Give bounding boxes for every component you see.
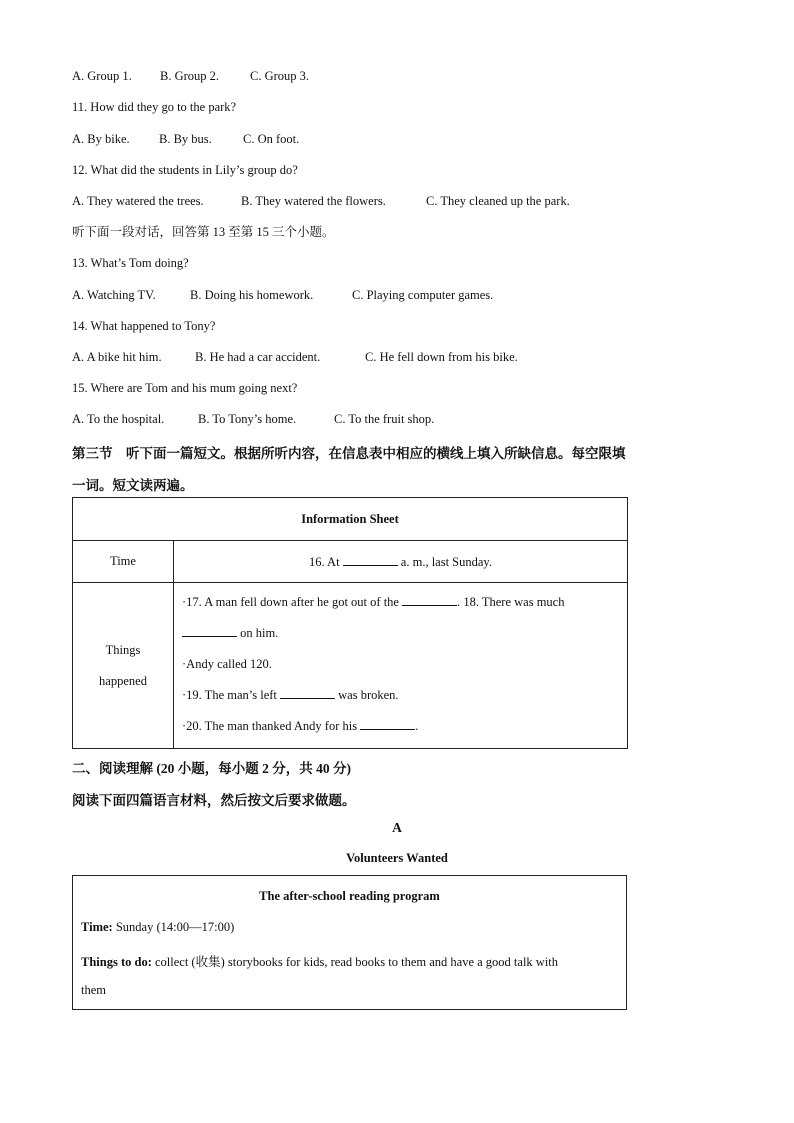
q12-options (72, 193, 570, 209)
q11-option-c: C. On foot. (243, 132, 300, 146)
item-18-continued (182, 618, 621, 649)
item-20-text: ·20. The man thanked Andy for his (182, 719, 358, 733)
q10-option-a: A. Group 1. (72, 69, 132, 83)
q14-option-c: C. He fell down from his bike. (365, 350, 518, 364)
q13-question: 13. What’s Tom doing? (72, 256, 189, 270)
item-19-suffix: was broken. (338, 688, 399, 702)
q11-question: 11. How did they go to the park? (72, 100, 237, 114)
item-18-text: . 18. There was much (457, 595, 565, 609)
answer-blank-16[interactable] (343, 554, 398, 566)
time-value-suffix: a. m., last Sunday. (400, 554, 492, 569)
things-happened-label (73, 583, 174, 749)
info-sheet-title: Information Sheet (73, 498, 628, 541)
q11-option-b: B. By bus. (159, 132, 212, 146)
program-todo-continued: them (81, 983, 106, 997)
answer-blank-18[interactable] (182, 625, 237, 637)
information-sheet-table (72, 497, 628, 749)
answer-blank-17[interactable] (402, 594, 457, 606)
q14-options (72, 349, 518, 365)
q10-options (72, 68, 309, 84)
program-time-value: Sunday (14:00—17:00) (112, 920, 235, 934)
q15-option-c: C. To the fruit shop. (334, 412, 435, 426)
things-happened-content (174, 583, 628, 749)
q13-option-a: A. Watching TV. (72, 288, 156, 302)
time-value-prefix: 16. At (308, 554, 340, 569)
program-time-label: Time: (81, 920, 113, 934)
item-17-18 (182, 587, 621, 618)
q14-option-b: B. He had a car accident. (195, 350, 321, 364)
program-time (81, 920, 234, 935)
q15-options (72, 411, 434, 427)
q10-option-c: C. Group 3. (250, 69, 310, 83)
reading-program-title: The after-school reading program (259, 889, 440, 903)
andy-called-text: ·Andy called 120. (182, 657, 272, 671)
part2-instruction: 阅读下面四篇语言材料，然后按文后要求做题。 (72, 793, 356, 808)
q15-option-b: B. To Tony’s home. (198, 412, 297, 426)
q15-question: 15. Where are Tom and his mum going next? (72, 381, 298, 395)
item-20-suffix: . (415, 719, 419, 733)
q15-option-a: A. To the hospital. (72, 412, 165, 426)
q13-options (72, 287, 493, 303)
time-label: Time (73, 541, 174, 583)
answer-blank-19[interactable] (280, 687, 335, 699)
q12-option-b: B. They watered the flowers. (241, 194, 386, 208)
q13-option-c: C. Playing computer games. (352, 288, 494, 302)
things-label-line1: Things (105, 642, 141, 657)
q11-option-a: A. By bike. (72, 132, 130, 146)
program-todo (81, 952, 558, 970)
reading-program-box (72, 875, 627, 1010)
q13-option-b: B. Doing his homework. (190, 288, 314, 302)
q12-question: 12. What did the students in Lily’s group do? (72, 163, 298, 177)
q11-options (72, 131, 299, 147)
item-19-text: ·19. The man’s left (182, 688, 277, 702)
item-19 (182, 680, 621, 711)
time-value (174, 541, 628, 583)
part2-heading: 二、阅读理解 (20 小题，每小题 2 分，共 40 分) (72, 761, 351, 776)
item-20 (182, 711, 621, 742)
q12-option-a: A. They watered the trees. (72, 194, 204, 208)
program-todo-label: Things to do: (81, 955, 152, 969)
things-label-line2: happened (99, 673, 147, 688)
section3-instruction-line1: 第三节 听下面一篇短文。根据所听内容，在信息表中相应的横线上填入所缺信息。每空限填 (72, 446, 626, 461)
item-17-text: ·17. A man fell down after he got out of the (182, 595, 399, 609)
passage-a-title: Volunteers Wanted (346, 851, 448, 865)
q12-option-c: C. They cleaned up the park. (426, 194, 570, 208)
q14-option-a: A. A bike hit him. (72, 350, 162, 364)
passage-a-letter: A (392, 820, 402, 835)
program-todo-value: collect (收集) storybooks for kids, read books to them and have a good talk with (151, 955, 559, 969)
answer-blank-20[interactable] (360, 718, 415, 730)
q10-option-b: B. Group 2. (160, 69, 220, 83)
instruction-13-15: 听下面一段对话，回答第 13 至第 15 三个小题。 (72, 225, 335, 239)
item-18-suffix: on him. (240, 626, 279, 640)
q14-question: 14. What happened to Tony? (72, 319, 216, 333)
section3-instruction-line2: 一词。短文读两遍。 (72, 478, 194, 493)
